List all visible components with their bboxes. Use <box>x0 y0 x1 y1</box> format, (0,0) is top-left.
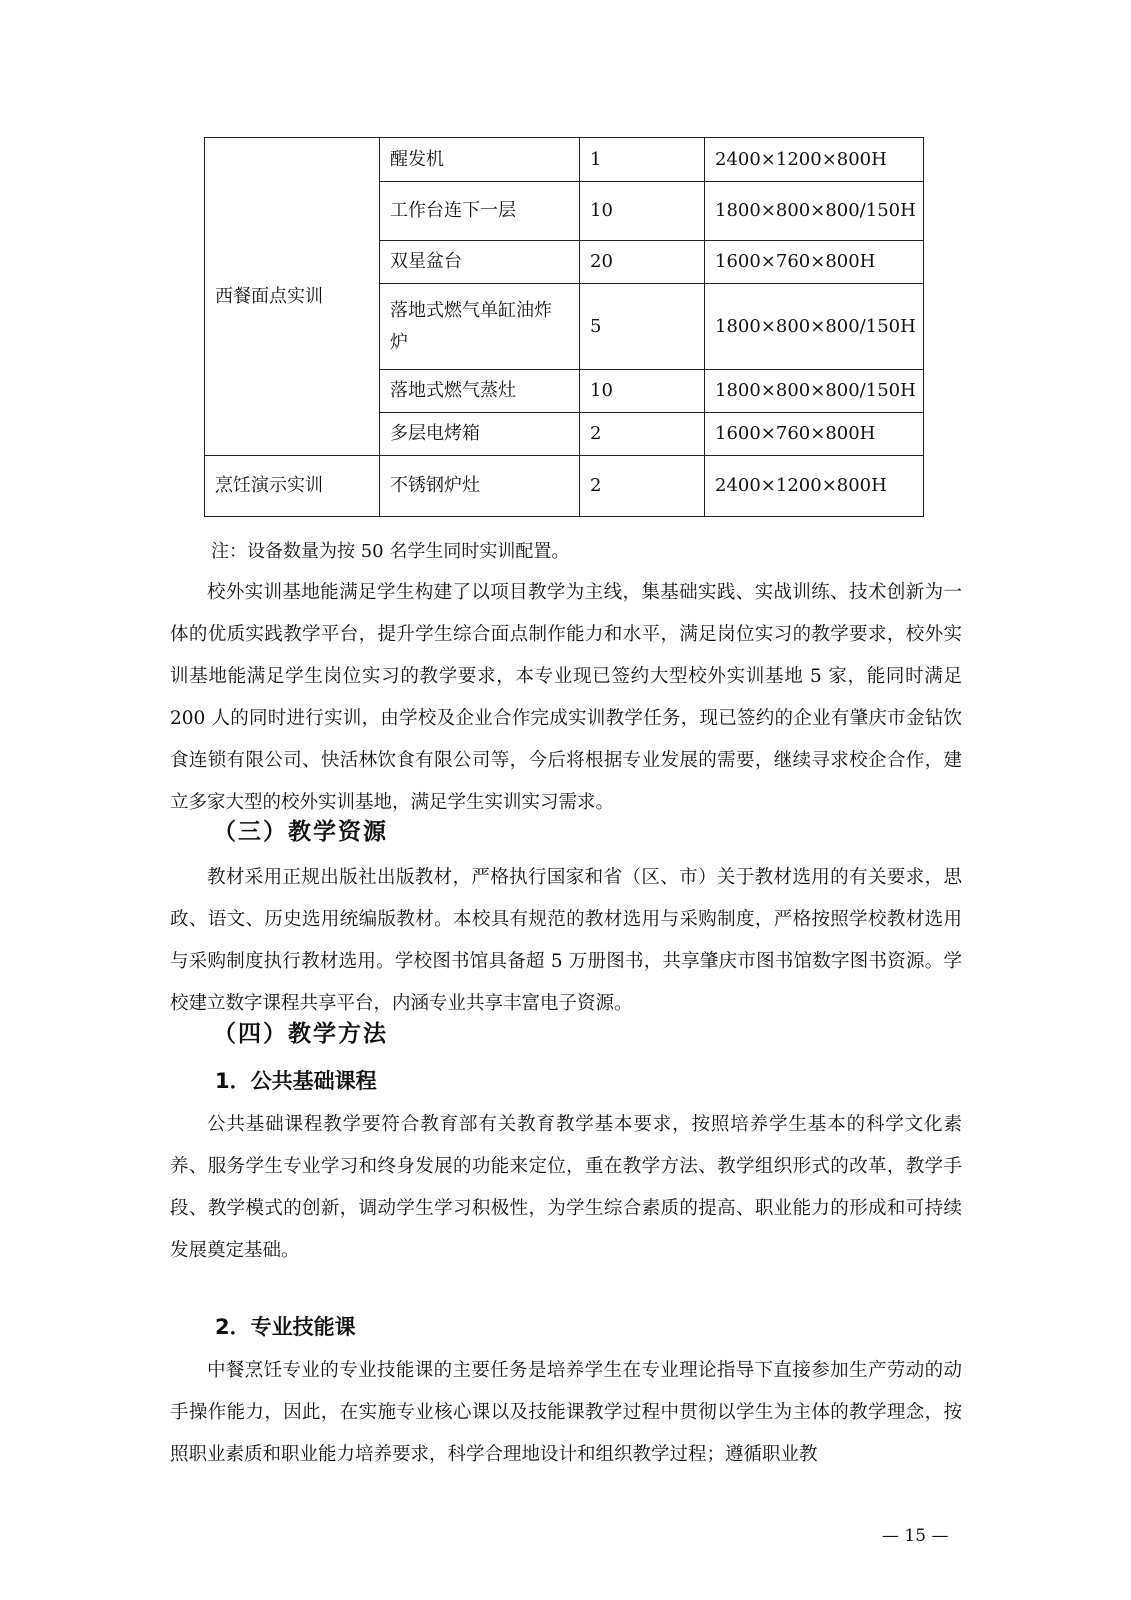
equipment-name-cell: 醒发机 <box>380 138 580 182</box>
quantity-cell: 10 <box>580 370 705 413</box>
size-cell: 1800×800×800/150H <box>705 182 924 241</box>
quantity-cell: 20 <box>580 241 705 284</box>
equipment-name-cell: 双星盆台 <box>380 241 580 284</box>
page-number: — 15 — <box>882 1526 949 1546</box>
heading-teaching-methods: （四）教学方法 <box>213 1020 388 1047</box>
quantity-cell: 2 <box>580 456 705 517</box>
table-row <box>205 138 924 182</box>
category-cell: 西餐面点实训 <box>205 138 380 456</box>
heading-skill-courses: 2．专业技能课 <box>215 1315 356 1339</box>
quantity-cell: 5 <box>580 284 705 370</box>
table-note: 注：设备数量为按 50 名学生同时实训配置。 <box>211 541 570 562</box>
equipment-name-cell: 落地式燃气单缸油炸炉 <box>380 284 580 370</box>
paragraph-teaching-resources: 教材采用正规出版社出版教材，严格执行国家和省（区、市）关于教材选用的有关要求，思政、语文、历史选用统编版教材。本校具有规范的教材选用与采购制度，严格按照学校教材选用与采购制度执行教材选用。学校图书馆具备超 5 万册图书，共享肇庆市图书馆数字图书资源。学校建立数字课程共享平台，内涵专业共享丰富电子资源。 <box>170 867 962 1014</box>
heading-public-courses: 1．公共基础课程 <box>215 1069 377 1093</box>
equipment-name-cell: 落地式燃气蒸灶 <box>380 370 580 413</box>
category-cell: 烹饪演示实训 <box>205 456 380 517</box>
size-cell: 1800×800×800/150H <box>705 284 924 370</box>
equipment-name-cell: 不锈钢炉灶 <box>380 456 580 517</box>
heading-teaching-resources: （三）教学资源 <box>213 818 388 845</box>
paragraph-offcampus-training: 校外实训基地能满足学生构建了以项目教学为主线，集基础实践、实战训练、技术创新为一体的优质实践教学平台，提升学生综合面点制作能力和水平，满足岗位实习的教学要求，校外实训基地能满足学生岗位实习的教学要求，本专业现已签约大型校外实训基地 5 家，能同时满足 200 人的同时进行实训，由学校及企业合作完成实训教学任务，现已签约的企业有肇庆市金钻饮食连锁有限公司、快活林饮食有限公司等，今后将根据专业发展的需要，继续寻求校企合作，建立多家大型的校外实训基地，满足学生实训实习需求。 <box>170 582 962 813</box>
size-cell: 1600×760×800H <box>705 413 924 456</box>
equipment-table <box>204 137 924 517</box>
equipment-name-cell: 多层电烤箱 <box>380 413 580 456</box>
size-cell: 1800×800×800/150H <box>705 370 924 413</box>
table-row <box>205 456 924 517</box>
equipment-name-cell: 工作台连下一层 <box>380 182 580 241</box>
size-cell: 2400×1200×800H <box>705 456 924 517</box>
quantity-cell: 1 <box>580 138 705 182</box>
paragraph-skill-courses: 中餐烹饪专业的专业技能课的主要任务是培养学生在专业理论指导下直接参加生产劳动的动手操作能力，因此，在实施专业核心课以及技能课教学过程中贯彻以学生为主体的教学理念，按照职业素质和职业能力培养要求，科学合理地设计和组织教学过程；遵循职业教 <box>170 1360 962 1465</box>
size-cell: 2400×1200×800H <box>705 138 924 182</box>
paragraph-public-courses: 公共基础课程教学要符合教育部有关教育教学基本要求，按照培养学生基本的科学文化素养、服务学生专业学习和终身发展的功能来定位，重在教学方法、教学组织形式的改革，教学手段、教学模式的创新，调动学生学习积极性，为学生综合素质的提高、职业能力的形成和可持续发展奠定基础。 <box>170 1114 962 1261</box>
quantity-cell: 2 <box>580 413 705 456</box>
size-cell: 1600×760×800H <box>705 241 924 284</box>
quantity-cell: 10 <box>580 182 705 241</box>
